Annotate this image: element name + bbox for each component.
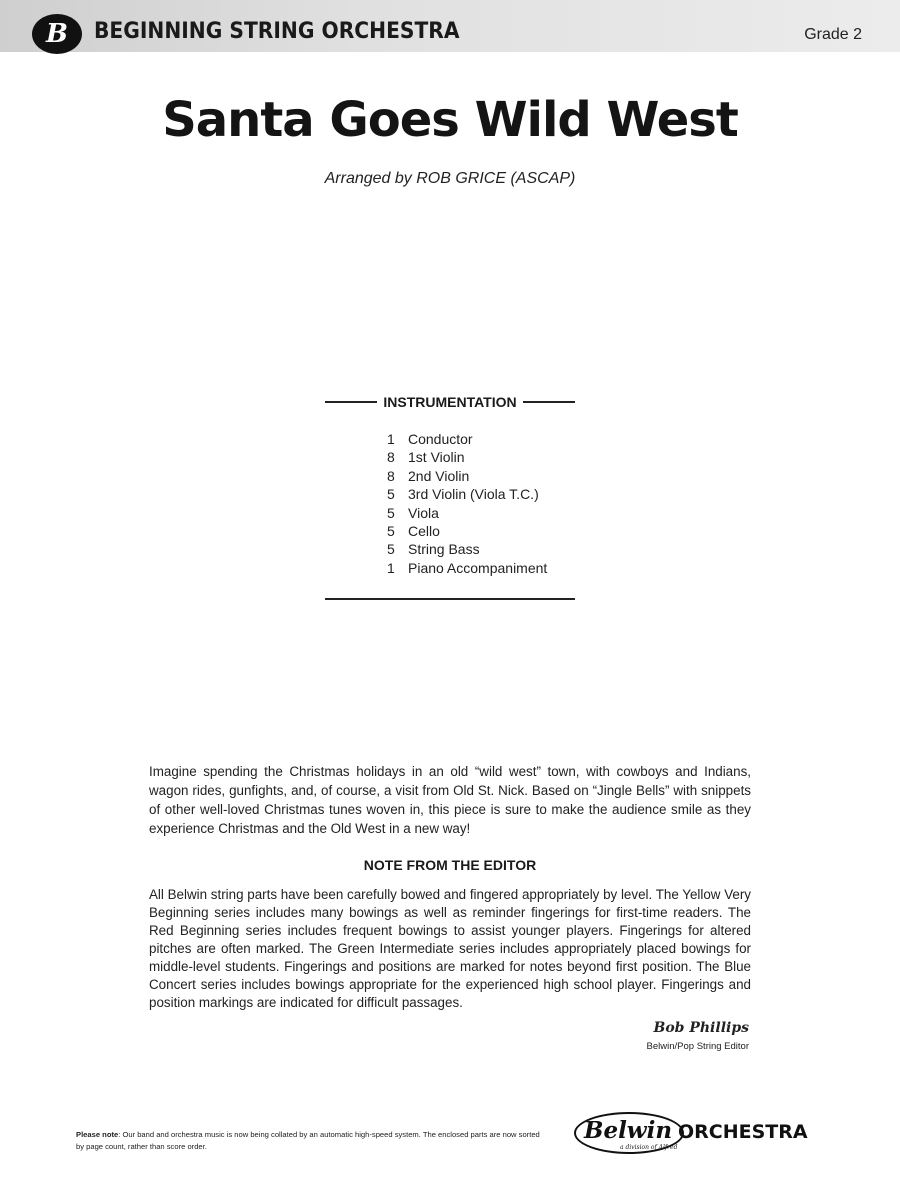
- grade-label: Grade 2: [804, 26, 862, 43]
- part-quantity: 5: [387, 504, 395, 521]
- arranger-credit: Arranged by ROB GRICE (ASCAP): [324, 170, 576, 187]
- list-item: [387, 559, 547, 577]
- part-name: 2nd Violin: [408, 467, 470, 484]
- belwin-logo-script: Belwin: [584, 1117, 673, 1144]
- part-quantity: 8: [387, 449, 395, 466]
- list-item: [387, 448, 547, 466]
- part-quantity: 1: [387, 431, 395, 447]
- part-quantity: 8: [387, 467, 395, 484]
- footnote-label: Please note: [76, 1130, 119, 1139]
- belwin-orchestra-logo: [574, 1110, 824, 1160]
- list-item: [387, 467, 547, 485]
- list-item: [387, 430, 547, 448]
- instrumentation-list: [387, 430, 547, 577]
- editor-note-text: All Belwin string parts have been carefully bowed and fingered appropriately by level. The Yellow Very Beginning series includes many bowings as well as reminder fingerings for first-time readers. The Red Beginning series includes frequent bowings to assist younger players. Fingerings for altered pitches are often marked. The Green Intermediate series includes appropriately placed bowings for middle-level students. Fingerings and positions are marked for notes beyond first position. The Blue Concert series includes bowings appropriate for the experienced high school player. Fingerings and position markings are indicated for difficult passages.: [149, 887, 751, 1010]
- series-logo-letter: B: [46, 19, 68, 49]
- series-title: BEGINNING STRING ORCHESTRA: [94, 19, 460, 44]
- instrumentation-bottom-rule: [325, 598, 575, 600]
- part-name: 3rd Violin (Viola T.C.): [408, 486, 539, 503]
- part-quantity: 5: [387, 541, 395, 558]
- part-quantity: 5: [387, 486, 395, 503]
- piece-title: Santa Goes Wild West: [162, 92, 738, 148]
- piece-description: Imagine spending the Christmas holidays in an old “wild west” town, with cowboys and Indians, wagon rides, gunfights, and, of course, a visit from Old St. Nick. Based on “Jingle Bells” with snippets of other well-loved Christmas tunes woven in, this piece is sure to make the audience smile as they experience Christmas and the Old West in a new way!: [149, 764, 751, 836]
- heading-rule-left: [325, 401, 377, 403]
- list-item: [387, 504, 547, 522]
- part-quantity: 1: [387, 559, 395, 576]
- series-logo: [32, 14, 82, 54]
- editor-note-heading: NOTE FROM THE EDITOR: [363, 857, 537, 873]
- part-name: 1st Violin: [408, 449, 465, 466]
- list-item: [387, 485, 547, 503]
- part-quantity: 5: [387, 522, 395, 539]
- list-item: [387, 522, 547, 540]
- part-name: Viola: [408, 504, 439, 521]
- collation-footnote: [76, 1129, 546, 1153]
- belwin-logo-orchestra: ORCHESTRA: [678, 1121, 808, 1143]
- footnote-text: : Our band and orchestra music is now being collated by an automatic high-speed system. The enclosed parts are now sorted by page count, rather than score order.: [76, 1130, 540, 1151]
- part-name: Cello: [408, 522, 440, 539]
- instrumentation-heading: [325, 392, 575, 412]
- list-item: [387, 540, 547, 558]
- editor-title: Belwin/Pop String Editor: [646, 1041, 749, 1052]
- belwin-logo-subtitle: a division of Alfred: [620, 1144, 678, 1151]
- instrumentation-heading-label: INSTRUMENTATION: [383, 394, 517, 410]
- part-name: Piano Accompaniment: [408, 559, 548, 576]
- part-name: Conductor: [408, 431, 473, 447]
- editor-signature: Bob Phillips: [653, 1020, 749, 1036]
- heading-rule-right: [523, 401, 575, 403]
- part-name: String Bass: [408, 541, 480, 558]
